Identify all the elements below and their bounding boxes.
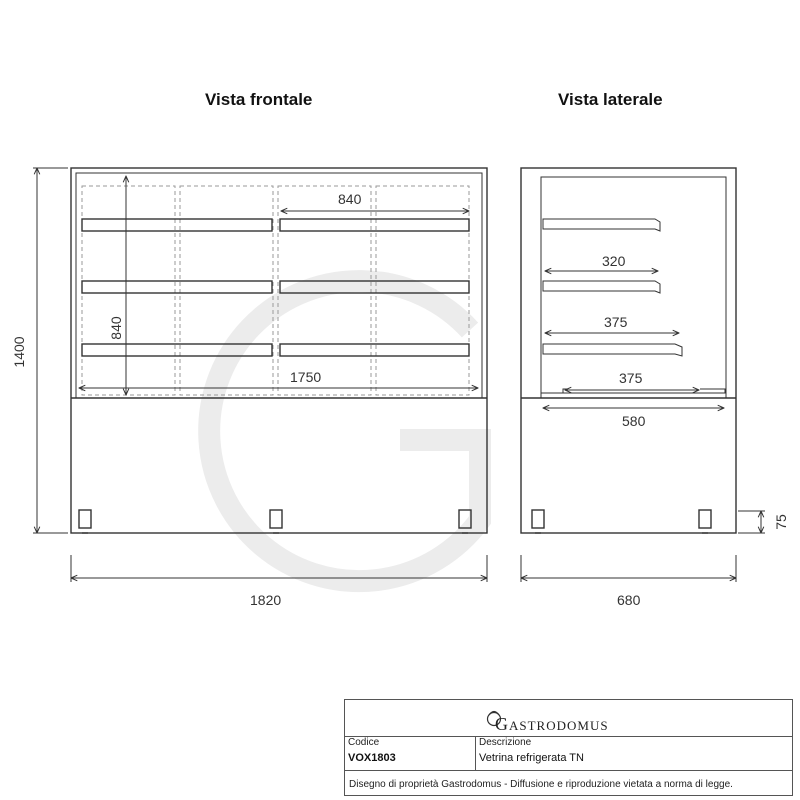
ownership-note: Disegno di proprietà Gastrodomus - Diffusione e riproduzione vietata a norma di legge. <box>349 779 733 790</box>
front-view-title: Vista frontale <box>205 90 313 109</box>
watermark-logo <box>209 281 480 581</box>
brand-name: Gastrodomus <box>495 714 609 734</box>
front-shelf-left-top <box>82 219 272 231</box>
side-inner-frame <box>541 177 726 398</box>
dim-label-680: 680 <box>617 592 641 608</box>
code-value: VOX1803 <box>348 752 396 764</box>
side-shelf-low <box>543 344 682 356</box>
dim-label-1820: 1820 <box>250 592 282 608</box>
dim-label-75: 75 <box>773 514 789 530</box>
front-wheel-mid <box>270 510 282 533</box>
title-block-info-row <box>345 736 792 771</box>
dim-label-375-shelf: 375 <box>604 314 628 330</box>
dim-label-1400: 1400 <box>11 336 27 368</box>
dim-label-375-base: 375 <box>619 370 643 386</box>
description-value: Vetrina refrigerata TN <box>479 752 584 764</box>
side-view <box>521 168 736 533</box>
side-wheel-left <box>532 510 544 533</box>
side-shelf-mid <box>543 281 660 293</box>
side-wheel-right <box>699 510 711 533</box>
code-cell <box>345 736 476 770</box>
front-wheel-left <box>79 510 91 533</box>
description-cell <box>476 736 792 770</box>
dim-label-1750: 1750 <box>290 369 322 385</box>
dim-label-320: 320 <box>602 253 626 269</box>
glass-pane-1 <box>82 186 175 395</box>
title-block-logo-row <box>345 700 792 737</box>
front-view <box>71 168 487 533</box>
front-shelf-right-low <box>280 344 469 356</box>
front-shelf-right-top <box>280 219 469 231</box>
front-cabinet-outline <box>71 168 487 533</box>
side-view-title: Vista laterale <box>558 90 663 109</box>
description-label: Descrizione <box>479 737 532 748</box>
side-cabinet-outline <box>521 168 736 533</box>
title-block <box>344 699 793 796</box>
front-shelf-left-mid <box>82 281 272 293</box>
code-label: Codice <box>348 737 380 748</box>
dim-label-840-horizontal: 840 <box>338 191 362 207</box>
dim-label-580: 580 <box>622 413 646 429</box>
side-shelf-top <box>543 219 660 231</box>
dim-label-840-vertical: 840 <box>108 316 124 340</box>
